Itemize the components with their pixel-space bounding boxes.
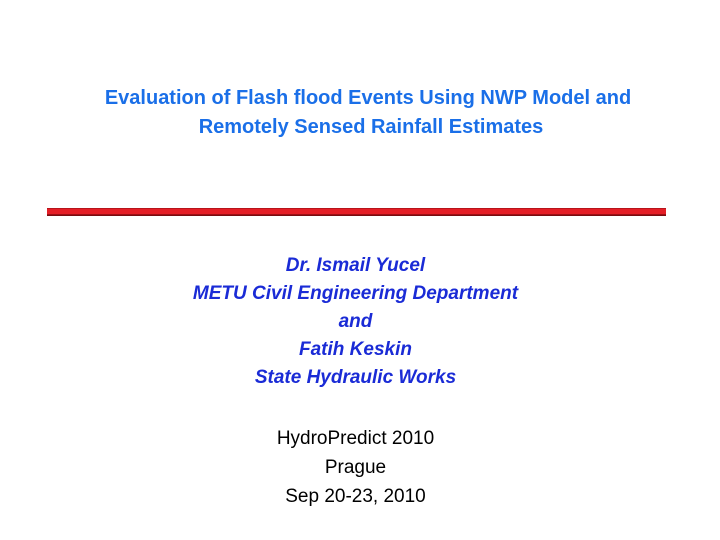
event-block	[0, 424, 711, 511]
author-name-2: Fatih Keskin	[299, 339, 412, 360]
author-name-1: Dr. Ismail Yucel	[285, 255, 426, 276]
title-divider	[47, 208, 666, 215]
event-location: Prague	[324, 457, 387, 478]
event-dates: Sep 20-23, 2010	[285, 486, 426, 507]
author-conjunction: and	[338, 311, 373, 332]
author-affiliation-2: State Hydraulic Works	[254, 367, 457, 388]
slide-title-line-1: Evaluation of Flash flood Events Using NWP Model and	[104, 87, 632, 109]
author-block	[0, 252, 711, 392]
slide-title-line-2: Remotely Sensed Rainfall Estimates	[198, 116, 544, 138]
author-affiliation-1: METU Civil Engineering Department	[192, 283, 519, 304]
slide-title	[0, 84, 720, 142]
event-name: HydroPredict 2010	[276, 428, 435, 449]
